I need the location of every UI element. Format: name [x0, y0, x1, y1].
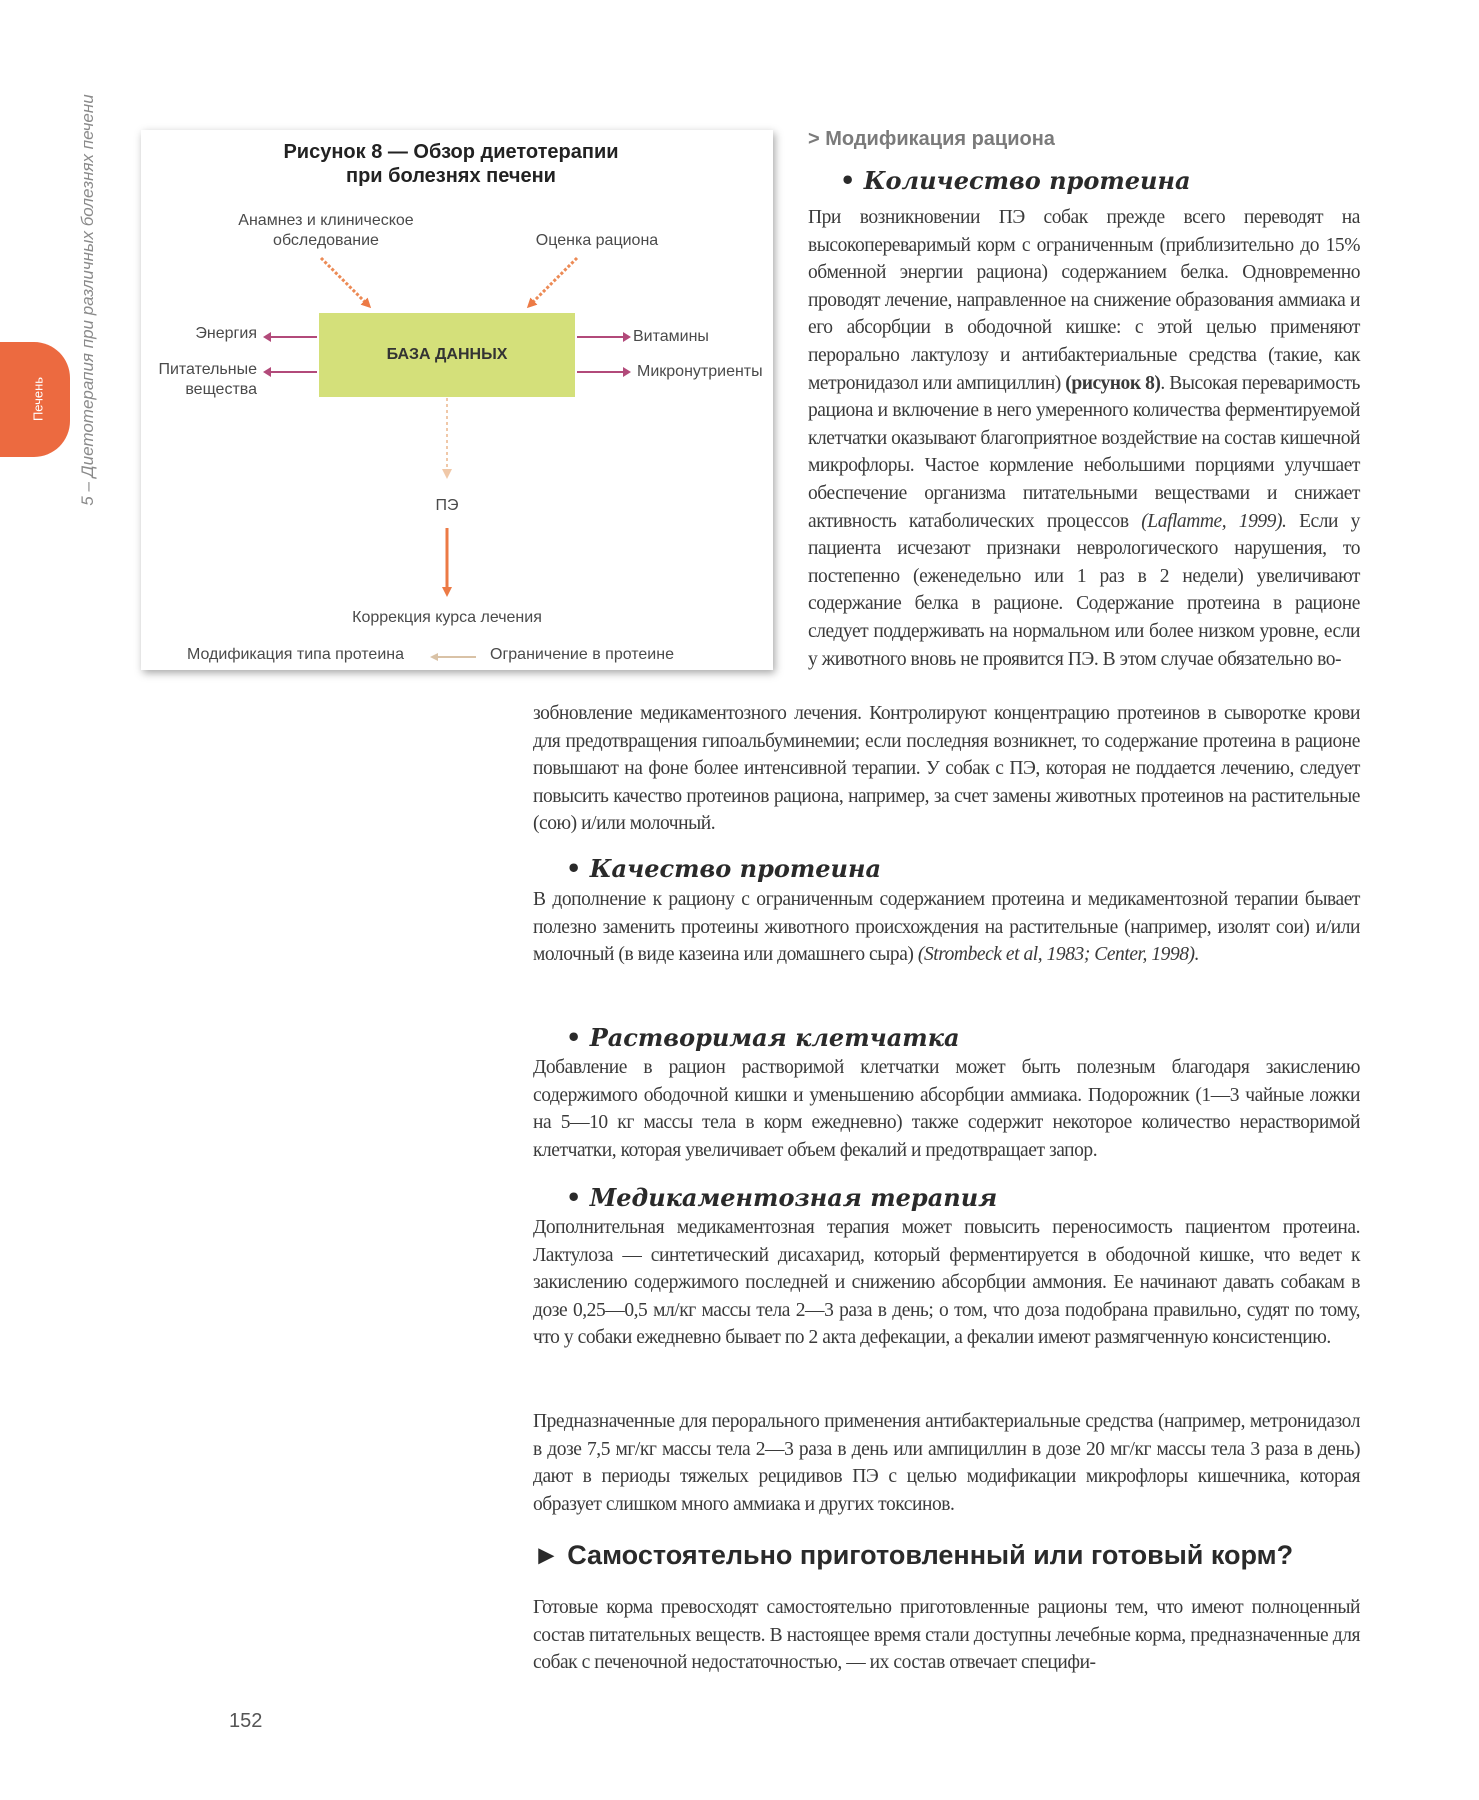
- label-nutrients: Питательные вещества: [158, 361, 257, 398]
- section-title: > Модификация рациона: [808, 128, 1055, 150]
- label-anamnesis: Анамнез и клиническое обследование: [238, 212, 414, 249]
- label-vitamins: Витамины: [633, 328, 709, 345]
- figure-title: Рисунок 8 — Обзор диетотерапии при болезнях печени: [283, 141, 619, 187]
- running-head: 5 – Диетотерапия при различных болезнях печени: [78, 94, 97, 506]
- paragraph-protein-quantity-cont: зобновление медикаментозного лечения. Контролируют концентрацию протеинов в сыворотке крови для предотвращения гипоальбуминемии; если последняя возникнет, то содержание протеина в рационе повышают на фоне более интенсивной терапии. У собак с ПЭ, которая не поддается лечению, следует повысить качество протеинов рациона, например, за счет замены животных протеинов на растительные (сою) и/или молочный.: [533, 703, 1360, 835]
- paragraph-drug-therapy: Дополнительная медикаментозная терапия может повысить переносимость пациентом протеина. Лактулоза — синтетический дисахарид, который ферментируется в ободочной кишке, что ведет к закислению содержимого последней и снижению абсорбции аммония. Ее начинают давать собакам в дозе 0,25—0,5 мл/кг массы тела 2—3 раза в день; о том, что доза подобрана правильно, судят по тому, что у собаки ежедневно бывает по 2 акта дефекации, а фекалии имеют размягченную консистенцию.: [533, 1217, 1360, 1349]
- arrow-diet-eval: [529, 258, 577, 306]
- paragraph-ready-food: Готовые корма превосходят самостоятельно приготовленные рационы тем, что имеют полноценный состав питательных веществ. В настоящее время стали доступны лечебные корма, предназначенные для собак с печеночной недостаточностью, — их состав отвечает специфи-: [533, 1597, 1360, 1674]
- chapter-tab-label: Печень: [30, 376, 46, 422]
- label-diet-eval: Оценка рациона: [535, 232, 659, 249]
- subhead-protein-quality: • Качество протеина: [566, 854, 882, 883]
- paragraph-protein-quality: В дополнение к рациону с ограниченным содержанием протеина и медикаментозной терапии бывает полезно заменить протеины животного происхождения на растительные (например, изолят сои) и/или молочный (в виде казеина или домашнего сыра) (Strombeck et al, 1983; Center, 1998).: [533, 889, 1360, 966]
- label-pe: ПЭ: [435, 497, 459, 514]
- subhead-soluble-fiber: • Растворимая клетчатка: [566, 1023, 960, 1052]
- label-modification: Модификация типа протеина: [187, 646, 404, 663]
- arrow-anamnesis: [321, 258, 369, 306]
- paragraph-protein-quantity: При возникновении ПЭ собак прежде всего переводят на высокопереваримый корм с ограниченным (приблизительно до 15% обменной энергии рациона) содержанием белка. Одновременно проводят лечение, направленное на снижение образования аммиака и его абсорбции в ободочной кишке: с этой целью применяют перорально лактулозу и антибактериальные средства (такие, как метронидазол или ампициллин) (рисунок 8). Высокая переваримость рациона и включение в него умеренного количества ферментируемой клетчатки оказывают благоприятное воздействие на состав кишечной микрофлоры. Частое кормление небольшими порциями улучшает обеспечение организма питательными веществами и снижает активность катаболических процессов (Laflamme, 1999). Если у пациента исчезают признаки неврологического нарушения, то постепенно (еженедельно или 1 раз в 2 недели) увеличивают содержание белка в рационе. Содержание протеина в рационе следует поддерживать на нормальном или более низком уровне, если у животного вновь не проявится ПЭ. В этом случае обязательно во-: [808, 207, 1360, 670]
- subhead-protein-quantity: • Количество протеина: [840, 166, 1191, 195]
- label-energy: Энергия: [195, 325, 257, 342]
- section2-title: ► Самостоятельно приготовленный или готовый корм?: [533, 1540, 1294, 1570]
- page-number: 152: [229, 1710, 263, 1732]
- paragraph-soluble-fiber: Добавление в рацион растворимой клетчатки может быть полезным благодаря закислению содержимого ободочной кишки и уменьшению абсорбции аммиака. Подорожник (1—3 чайные ложки на 5—10 кг массы тела в корм ежедневно) также содержит некоторое количество нерастворимой клетчатки, которая увеличивает объем фекалий и предотвращает запор.: [533, 1057, 1360, 1161]
- subhead-drug-therapy: • Медикаментозная терапия: [566, 1183, 998, 1212]
- label-micronutrients: Микронутриенты: [637, 363, 763, 380]
- paragraph-antibacterials: Предназначенные для перорального применения антибактериальные средства (например, метронидазол в дозе 7,5 мг/кг массы тела 2—3 раза в день или ампициллин в дозе 20 мг/кг массы тела 3 раза в день) дают в периоды тяжелых рецидивов ПЭ с целью модификации микрофлоры кишечника, которая образует слишком много аммиака и других токсинов.: [533, 1411, 1360, 1515]
- database-box: БАЗА ДАННЫХ: [319, 313, 575, 397]
- label-restriction: Ограничение в протеине: [490, 646, 674, 663]
- label-correction: Коррекция курса лечения: [352, 609, 542, 626]
- figure-8: [141, 130, 773, 670]
